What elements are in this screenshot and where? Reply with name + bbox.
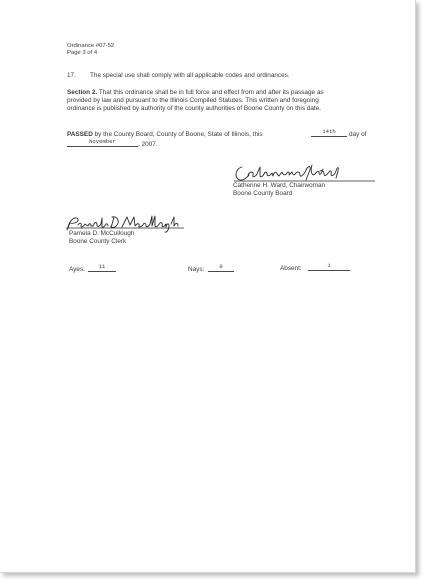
ordinance-number: Ordinance #07-52: [67, 43, 115, 49]
month-field: November: [67, 138, 138, 147]
clerk-title: Boone County Clerk: [69, 238, 127, 245]
year-text: , 2007.: [138, 141, 158, 148]
item-17-text: The special use shall comply with all applicable codes and ordinances.: [90, 72, 290, 79]
passed-label: PASSED: [67, 131, 93, 138]
section-2-label: Section 2.: [67, 89, 98, 96]
passed-text: by the County Board, County of Boone, State of Illinois, this: [92, 131, 263, 138]
day-suffix: day of: [349, 131, 367, 138]
ayes-count: 11: [88, 263, 116, 272]
section-2-text: That this ordinance shall be in full force and effect from and after its passage as provided by law and pursuant to the Illinois Compiled Statutes. This written and foregoing ordinance is published by authority of the county authorities of Boone County on this date.: [67, 89, 324, 112]
absent-count: 1: [308, 262, 350, 271]
day-field: 14th: [311, 128, 347, 137]
ayes-label: Ayes:: [69, 266, 85, 273]
absent-label: Absent:: [280, 265, 302, 272]
item-17-number: 17.: [67, 72, 76, 79]
page-number: Page 3 of 4: [67, 50, 98, 56]
chairwoman-title: Boone County Board: [233, 190, 293, 197]
nays-count: 0: [208, 263, 234, 272]
nays-label: Nays:: [188, 266, 205, 273]
clerk-name: Pamela D. McCullough: [69, 230, 135, 237]
chairwoman-name: Catherine H. Ward, Chairwoman: [233, 182, 326, 189]
section-2-paragraph: [67, 89, 332, 112]
